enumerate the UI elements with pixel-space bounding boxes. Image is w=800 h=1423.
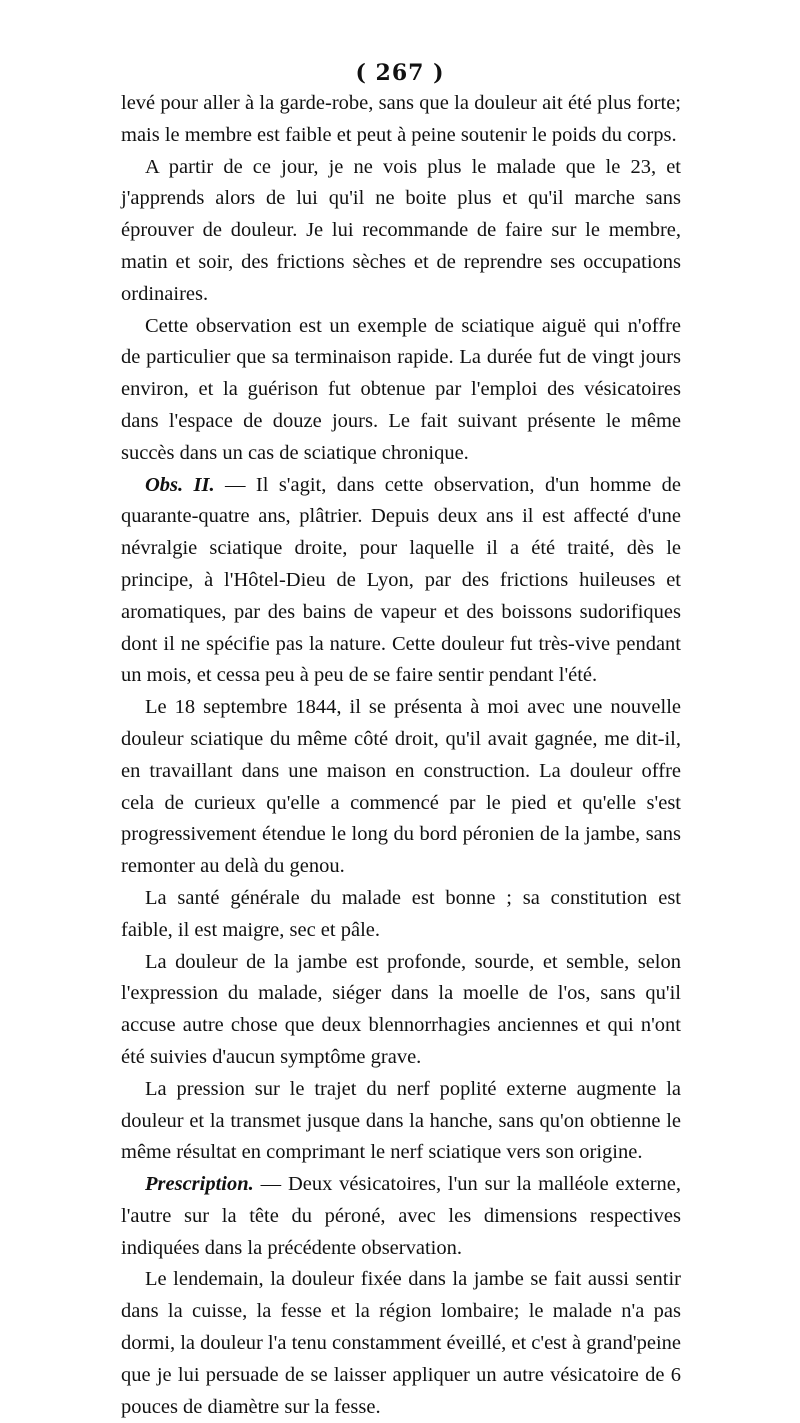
paragraph: Cette observation est un exemple de sciatique aiguë qui n'offre de particulier que sa terminaison rapide. La durée fut de vingt jours environ, et la guérison fut obtenue par l'emploi des vésicatoires dans l'espace de douze jours. Le fait suivant présente le même succès dans un cas de sciatique chronique. xyxy=(121,314,681,464)
paragraph: Le lendemain, la douleur fixée dans la jambe se fait aussi sentir dans la cuisse, la fesse et la région lombaire; le malade n'a pas dormi, la douleur l'a tenu constamment éveillé, et c'est à grand'peine que je lui persuade de se laisser appliquer un autre vésicatoire de 6 pouces de diamètre sur la fesse. xyxy=(121,1268,681,1418)
paragraph: A partir de ce jour, je ne vois plus le malade que le 23, et j'apprends alors de lui qu'il ne boite plus et qu'il marche sans éprouver de douleur. Je lui recommande de faire sur le membre, matin et soir, des frictions sèches et de reprendre ses occupations ordinaires. xyxy=(121,155,681,305)
paragraph: La santé générale du malade est bonne ; sa constitution est faible, il est maigre, sec et pâle. xyxy=(121,886,681,941)
body-text xyxy=(121,88,681,1423)
paragraph: La douleur de la jambe est profonde, sourde, et semble, selon l'expression du malade, siéger dans la moelle de l'os, sans qu'il accuse autre chose que deux blennorrhagies anciennes et qui n'ont été suivies d'aucun symptôme grave. xyxy=(121,950,681,1068)
prescription-paragraph: Prescription. — Deux vésicatoires, l'un sur la malléole externe, l'autre sur la tête du péroné, avec les dimensions respectives indiquées dans la précédente observation. xyxy=(121,1173,681,1259)
page-number: ( 267 ) xyxy=(355,60,445,86)
observation-heading-paragraph: Obs. II. — Il s'agit, dans cette observation, d'un homme de quarante-quatre ans, plâtrier. Depuis deux ans il est affecté d'une névralgie sciatique droite, pour laquelle il a été traité, dès le principe, à l'Hôtel-Dieu de Lyon, par des frictions huileuses et aromatiques, par des bains de vapeur et des boissons sudorifiques dont il ne spécifie pas la nature. Cette douleur fut très-vive pendant un mois, et cessa peu à peu de se faire sentir pendant l'été. xyxy=(121,473,682,687)
observation-label: Obs. II. xyxy=(145,473,215,496)
paragraph: Le 18 septembre 1844, il se présenta à moi avec une nouvelle douleur sciatique du même côté droit, qu'il avait gagnée, me dit-il, en travaillant dans une maison en construction. La douleur offre cela de curieux qu'elle a commencé par le pied et qu'elle s'est progressivement étendue le long du bord péronien de la jambe, sans remonter au delà du genou. xyxy=(121,696,681,878)
paragraph: La pression sur le trajet du nerf poplité externe augmente la douleur et la transmet jusque dans la hanche, sans qu'on obtienne le même résultat en comprimant le nerf sciatique vers son origine. xyxy=(121,1077,681,1164)
prescription-label: Prescription. xyxy=(145,1173,254,1196)
paragraph-continuation: levé pour aller à la garde-robe, sans que la douleur ait été plus forte; mais le membre est faible et peut à peine soutenir le poids du corps. xyxy=(121,92,681,146)
